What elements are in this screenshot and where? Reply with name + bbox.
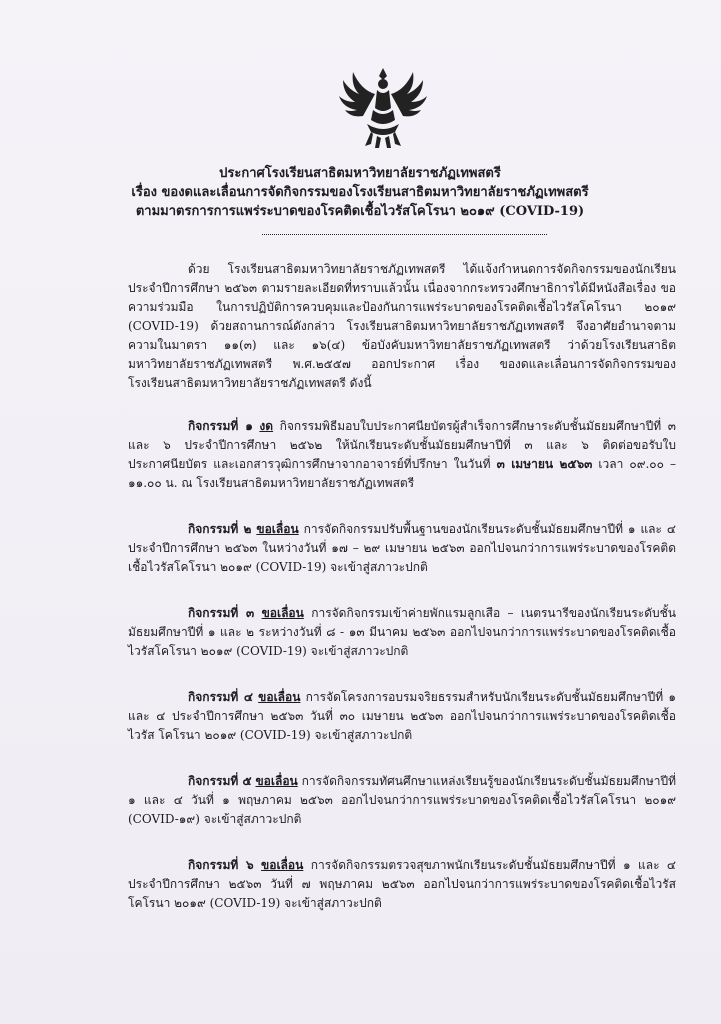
activity-4 xyxy=(128,688,676,745)
activity-status: ขอเลื่อน xyxy=(261,606,304,620)
activity-label: กิจกรรมที่ ๒ xyxy=(188,522,252,536)
activity-3 xyxy=(128,604,676,661)
dotted-divider xyxy=(262,234,547,235)
activity-status: ขอเลื่อน xyxy=(258,690,301,704)
announcement-header xyxy=(130,164,590,221)
activity-text-2: เวลา ๐๙.๐๐ – ๑๑.๐๐ น. ณ โรงเรียนสาธิตมหาวิทยาลัยราชภัฏเทพสตรี xyxy=(128,457,676,490)
announcement-title: ประกาศโรงเรียนสาธิตมหาวิทยาลัยราชภัฏเทพสตรี xyxy=(219,166,501,181)
intro-paragraph: ด้วย โรงเรียนสาธิตมหาวิทยาลัยราชภัฏเทพสตรี ได้แจ้งกำหนดการจัดกิจกรรมของนักเรียนประจำปีการศึกษา ๒๕๖๓ ตามรายละเอียดที่ทราบแล้วนั้น เนื่องจากกระทรวงศึกษาธิการได้มีหนังสือเรื่อง ขอความร่วมมือ ในการปฏิบัติการควบคุมและป้องกันการแพร่ระบาดของโรคติดเชื้อไวรัสโคโรนา ๒๐๑๙ (COVID-19) ด้วยสถานการณ์ดังกล่าว โรงเรียนสาธิตมหาวิทยาลัยราชภัฏเทพสตรี จึงอาศัยอำนาจตามความในมาตรา ๑๑(๓) และ ๑๖(๔) ข้อบังคับมหาวิทยาลัยราชภัฏเทพสตรี ว่าด้วยโรงเรียนสาธิตมหาวิทยาลัยราชภัฏเทพสตรี พ.ศ.๒๕๕๗ ออกประกาศ เรื่อง ของดและเลื่อนการจัดกิจกรรมของโรงเรียนสาธิตมหาวิทยาลัยราชภัฏเทพสตรี ดังนี้ xyxy=(128,262,676,390)
activity-date: ๓ เมษายน ๒๕๖๓ xyxy=(496,457,593,471)
activity-status: ขอเลื่อน xyxy=(261,858,304,872)
activity-status: ขอเลื่อน xyxy=(255,774,298,788)
activity-text: การจัดโครงการอบรมจริยธรรมสำหรับนักเรียนระดับชั้นมัธยมศึกษาปีที่ ๑ และ ๔ ประจำปีการศึกษา ๒๕๖๓ วันที่ ๓๐ เมษายน ๒๕๖๓ ออกไปจนกว่าการแพร่ระบาดของโรคติดเชื้อไวรัส โคโรนา ๒๐๑๙ (COVID-19) จะเข้าสู่สภาวะปกติ xyxy=(128,690,676,742)
activity-6 xyxy=(128,856,676,913)
activity-text: การจัดกิจกรรมทัศนศึกษาแหล่งเรียนรู้ของนักเรียนระดับชั้นมัธยมศึกษาปีที่ ๑ และ ๔ วันที่ ๑ พฤษภาคม ๒๕๖๓ ออกไปจนกว่าการแพร่ระบาดของโรคติดเชื้อไวรัสโคโรนา ๒๐๑๙ (COVID-๑๙) จะเข้าสู่สภาวะปกติ xyxy=(128,774,676,826)
announcement-body xyxy=(128,260,676,940)
activity-label: กิจกรรมที่ ๔ xyxy=(188,690,253,704)
activity-label: กิจกรรมที่ ๖ xyxy=(188,858,254,872)
garuda-emblem-icon xyxy=(333,64,433,154)
activity-label: กิจกรรมที่ ๓ xyxy=(188,606,255,620)
activity-label: กิจกรรมที่ ๕ xyxy=(188,774,252,788)
activity-text: การจัดกิจกรรมปรับพื้นฐานของนักเรียนระดับชั้นมัธยมศึกษาปีที่ ๑ และ ๔ ประจำปีการศึกษา ๒๕๖๓ ในหว่างวันที่ ๑๗ – ๒๙ เมษายน ๒๕๖๓ ออกไปจนกว่าการแพร่ระบาดของโรคติดเชื้อไวรัสโคโรนา ๒๐๑๙ (COVID-19) จะเข้าสู่สภาวะปกติ xyxy=(128,522,676,574)
activity-text: การจัดกิจกรรมเข้าค่ายพักแรมลูกเสือ – เนตรนารีของนักเรียนระดับชั้นมัธยมศึกษาปีที่ ๑ และ ๒ ระหว่างวันที่ ๘ - ๑๓ มีนาคม ๒๕๖๓ ออกไปจนกว่าการแพร่ระบาดของโรคติดเชื้อไวรัสโคโรนา ๒๐๑๙ (COVID-19) จะเข้าสู่สภาวะปกติ xyxy=(128,606,676,658)
activity-1 xyxy=(128,417,676,493)
activity-5 xyxy=(128,772,676,829)
activity-text: การจัดกิจกรรมตรวจสุขภาพนักเรียนระดับชั้นมัธยมศึกษาปีที่ ๑ และ ๔ ประจำปีการศึกษา ๒๕๖๓ วันที่ ๗ พฤษภาคม ๒๕๖๓ ออกไปจนกว่าการแพร่ระบาดของโรคติดเชื้อไวรัสโคโรนา ๒๐๑๙ (COVID-19) จะเข้าสู่สภาวะปกติ xyxy=(128,858,676,910)
activity-2 xyxy=(128,520,676,577)
announcement-subject-cont: ตามมาตรการการแพร่ระบาดของโรคติดเชื้อไวรัสโคโรนา ๒๐๑๙ (COVID-19) xyxy=(135,204,585,219)
announcement-subject: เรื่อง ของดและเลื่อนการจัดกิจกรรมของโรงเรียนสาธิตมหาวิทยาลัยราชภัฏเทพสตรี xyxy=(131,185,589,200)
activity-label: กิจกรรมที่ ๑ xyxy=(188,419,253,433)
activity-status: ขอเลื่อน xyxy=(256,522,299,536)
activity-status: งด xyxy=(259,419,274,433)
activity-text: กิจกรรมพิธีมอบใบประกาศนียบัตรผู้สำเร็จการศึกษาระดับชั้นมัธยมศึกษาปีที่ ๓ และ ๖ ประจำปีการศึกษา ๒๕๖๒ ให้นักเรียนระดับชั้นมัธยมศึกษาปีที่ ๓ และ ๖ ติดต่อขอรับใบประกาศนียบัตร และเอกสารวุฒิการศึกษาจากอาจารย์ที่ปรึกษา ในวันที่ xyxy=(128,419,676,471)
